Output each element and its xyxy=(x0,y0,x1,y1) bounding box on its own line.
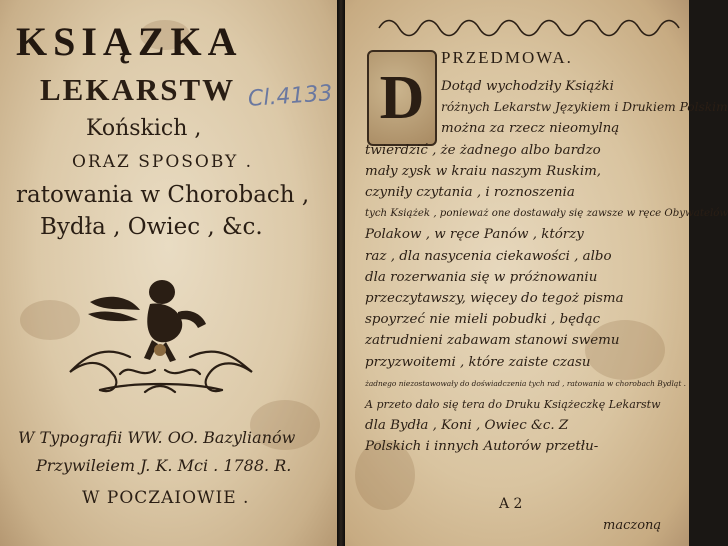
book-subtitle: LEKARSTW xyxy=(40,72,236,107)
text-line: przeczytawszy, więcey do tegoż pisma xyxy=(365,291,624,307)
preface-text xyxy=(365,76,728,458)
text-line: zatrudnieni zabawam stanowi swemu xyxy=(365,333,620,349)
text-line: twierdzić , że żadnego albo bardzo xyxy=(365,142,601,158)
title-line-bydla: Bydła , Owiec , &c. xyxy=(40,214,263,240)
text-line: Polskich i innych Autorów przetłu- xyxy=(365,439,599,455)
text-line: dla Bydła , Koni , Owiec &c. Z xyxy=(365,418,569,434)
book-gutter xyxy=(337,0,345,546)
text-line: raz , dla nasycenia ciekawości , albo xyxy=(365,248,612,264)
text-line: czyniły czytania , i roznoszenia xyxy=(365,185,575,201)
text-line: Polakow , w ręce Panów , którzy xyxy=(365,227,584,243)
preface-heading: PRZEDMOWA. xyxy=(441,48,573,67)
ornamental-border-icon xyxy=(375,16,675,40)
title-line-oraz: ORAZ SPOSOBY . xyxy=(72,152,254,172)
text-line: tych Książek , ponieważ one dostawały się zawsze w ręce Obywatelów xyxy=(365,208,728,220)
imprint-typography: W Typografii WW. OO. Bazylianów xyxy=(18,428,296,447)
cherub-vignette-icon xyxy=(60,262,260,402)
signature-mark: A 2 xyxy=(499,496,523,512)
text-line: spoyrzeć nie mieli pobudki , będąc xyxy=(365,312,601,328)
text-line: przyzwoitemi , które zaiste czasu xyxy=(365,354,591,370)
title-line-ratowania: ratowania w Chorobach , xyxy=(16,182,310,208)
handwritten-shelfmark: Cl.4133 xyxy=(247,81,334,112)
text-line: A przeto dało się tera do Druku Książeczkę Lekarstw xyxy=(365,398,661,412)
text-line: Dotąd wychodziły Książki xyxy=(441,79,614,94)
title-line-konskich: Końskich , xyxy=(86,116,202,141)
initial-letter: D xyxy=(379,63,425,132)
imprint-place: W POCZAIOWIE . xyxy=(82,488,250,508)
imprint-privilege: Przywileiem J. K. Mci . 1788. R. xyxy=(36,456,292,475)
text-line: można za rzecz nieomylną xyxy=(441,121,620,137)
book-title: KSIĄZKA xyxy=(16,19,243,64)
catchword: maczoną xyxy=(603,518,662,533)
preface-page xyxy=(345,0,728,546)
text-line: różnych Lekarstw Językiem i Drukiem Polskim xyxy=(441,100,728,115)
text-line: dla rozerwania się w próżnowaniu xyxy=(365,269,598,285)
title-page xyxy=(0,0,337,546)
text-line: żadnego niezostawowały do doświadczenia tych rad , ratowania w chorobach Bydląt . xyxy=(365,378,686,388)
text-line: mały zysk w kraiu naszym Ruskim, xyxy=(365,163,602,179)
